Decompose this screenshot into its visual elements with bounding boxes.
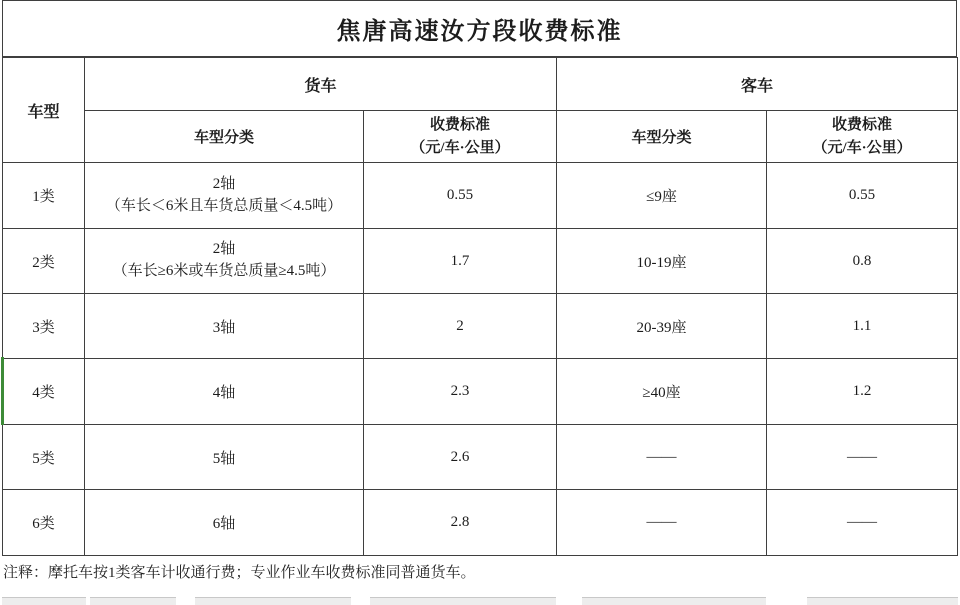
bus-rate-cell: 0.8 (767, 229, 958, 294)
page-title: 焦唐高速汝方段收费标准 (2, 0, 957, 57)
truck-class-cell (85, 163, 364, 229)
truck-class-cell: 4轴 (85, 359, 364, 425)
footnote: 注释：摩托车按1类客车计收通行费；专业作业车收费标准同普通货车。 (3, 565, 476, 581)
table-row (3, 163, 958, 229)
table-row (3, 425, 958, 490)
vehicle-type-cell: 5类 (3, 425, 85, 490)
rate-head-line1: 收费标准 (832, 117, 893, 133)
bus-rate-cell: —— (767, 490, 958, 556)
bus-rate-cell: 0.55 (767, 163, 958, 229)
truck-class-cell: 3轴 (85, 294, 364, 359)
truck-rate-cell: 2 (364, 294, 557, 359)
partial-next-row-cell (807, 597, 958, 605)
bus-rate-cell: 1.2 (767, 359, 958, 425)
header-bus-rate (767, 111, 958, 163)
header-row-columns (3, 111, 958, 163)
bus-class-cell: —— (557, 425, 767, 490)
header-truck-class: 车型分类 (85, 111, 364, 163)
bus-class-cell: —— (557, 490, 767, 556)
row4-accent-line (1, 357, 4, 425)
truck-class-line2: （车长＜6米且车货总质量＜4.5吨） (105, 197, 343, 214)
rate-head-line2: （元/车·公里） (812, 139, 912, 156)
truck-class-line1: 2轴 (212, 175, 236, 192)
header-truck-group: 货车 (85, 58, 557, 111)
bus-rate-cell: 1.1 (767, 294, 958, 359)
header-truck-rate (364, 111, 557, 163)
header-row-groups (3, 58, 958, 111)
truck-rate-cell: 2.8 (364, 490, 557, 556)
table-row (3, 359, 958, 425)
table-row (3, 294, 958, 359)
vehicle-type-cell: 1类 (3, 163, 85, 229)
header-vehicle-type: 车型 (3, 58, 85, 163)
truck-rate-cell: 2.6 (364, 425, 557, 490)
header-bus-class: 车型分类 (557, 111, 767, 163)
truck-class-cell (85, 229, 364, 294)
truck-class-line1: 2轴 (212, 241, 236, 258)
bus-class-cell: ≥40座 (557, 359, 767, 425)
bus-class-cell: 10-19座 (557, 229, 767, 294)
partial-next-row-cell (195, 597, 351, 605)
truck-rate-cell: 2.3 (364, 359, 557, 425)
header-bus-group: 客车 (557, 58, 958, 111)
vehicle-type-cell: 4类 (3, 359, 85, 425)
partial-next-row-cell (2, 597, 86, 605)
bus-class-cell: 20-39座 (557, 294, 767, 359)
truck-rate-cell: 0.55 (364, 163, 557, 229)
vehicle-type-cell: 2类 (3, 229, 85, 294)
truck-rate-cell: 1.7 (364, 229, 557, 294)
rate-head-line1: 收费标准 (430, 117, 491, 133)
partial-next-row-cell (582, 597, 766, 605)
partial-next-row-cell (370, 597, 556, 605)
truck-class-cell: 5轴 (85, 425, 364, 490)
vehicle-type-cell: 3类 (3, 294, 85, 359)
bus-class-cell: ≤9座 (557, 163, 767, 229)
rate-head-line2: （元/车·公里） (410, 139, 510, 156)
partial-next-row-cell (90, 597, 176, 605)
table-row (3, 229, 958, 294)
vehicle-type-cell: 6类 (3, 490, 85, 556)
truck-class-cell: 6轴 (85, 490, 364, 556)
truck-class-line2: （车长≥6米或车货总质量≥4.5吨） (112, 263, 336, 279)
table-row (3, 490, 958, 556)
bus-rate-cell: —— (767, 425, 958, 490)
toll-rate-table (2, 57, 958, 556)
